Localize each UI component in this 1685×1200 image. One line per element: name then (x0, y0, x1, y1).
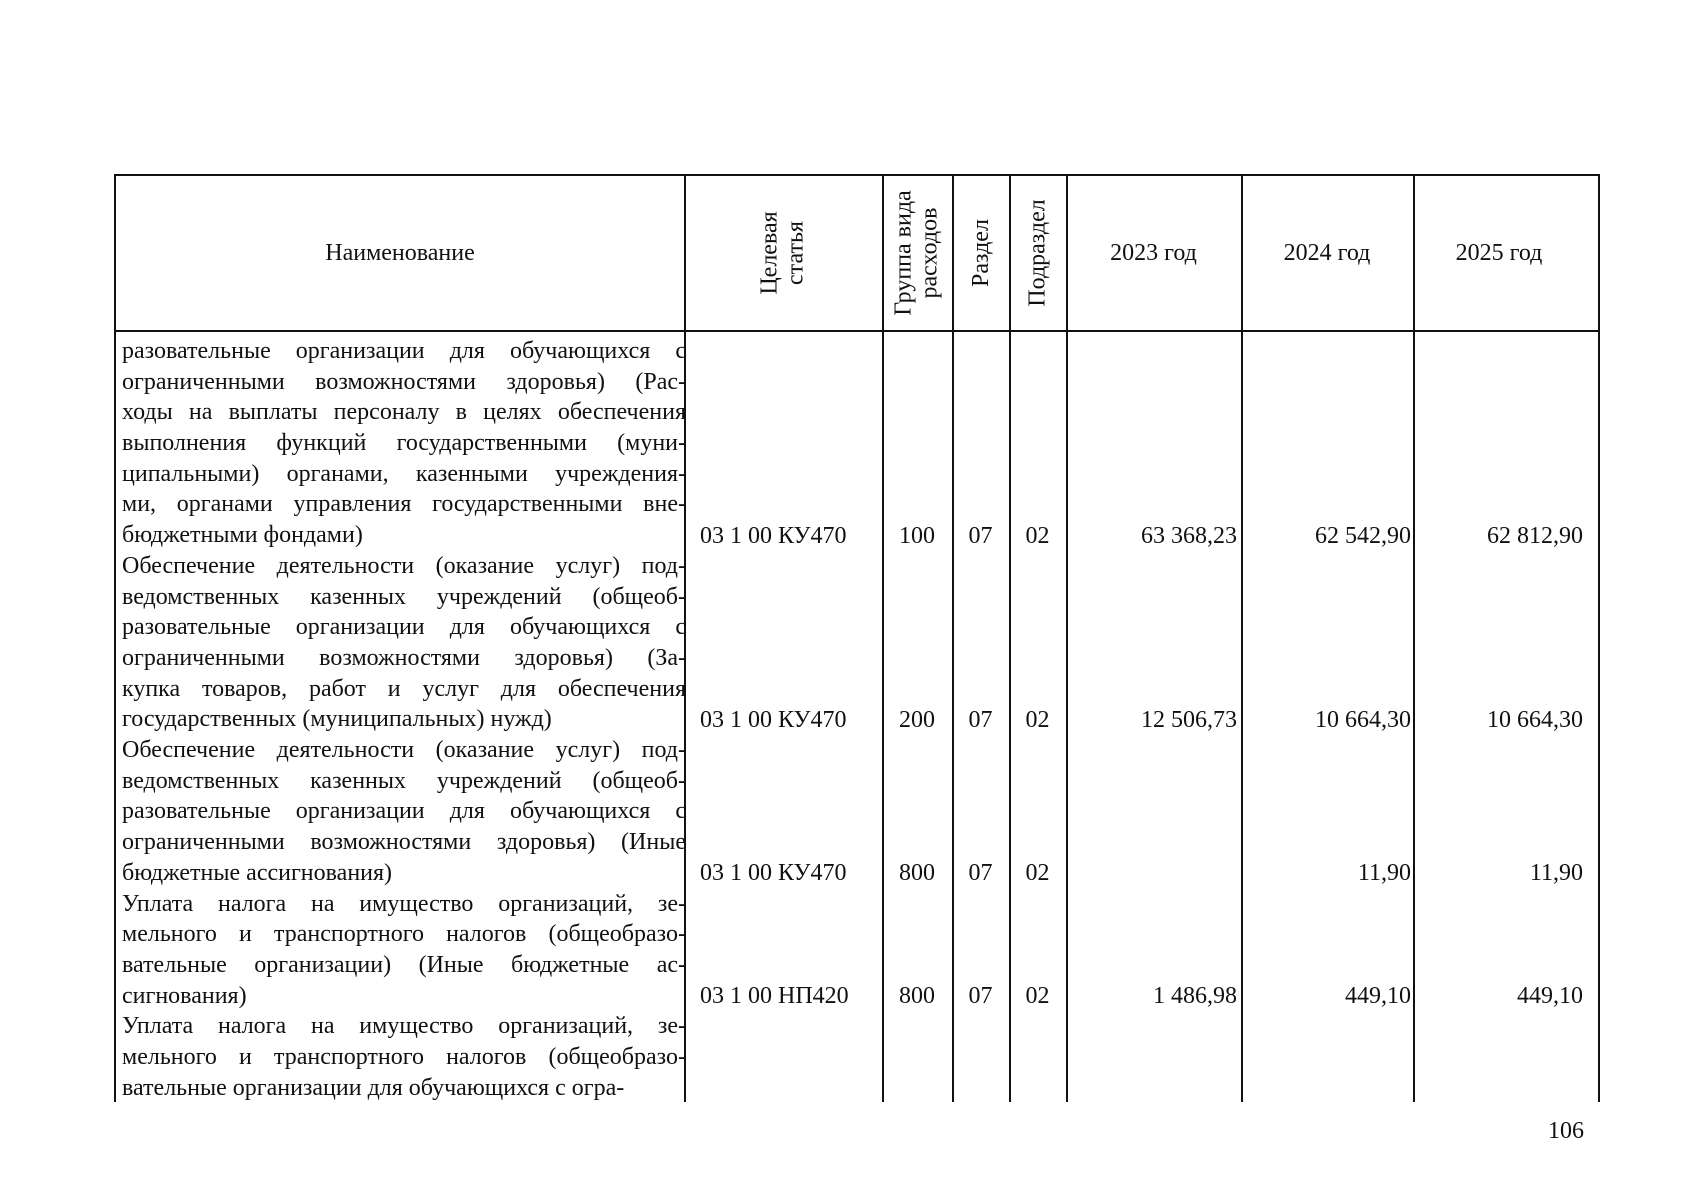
header-target-article-line: Целевая (756, 211, 783, 295)
cell-name (122, 1011, 686, 1103)
name-line: ограниченными возможностями здоровья) (Иные (122, 829, 686, 856)
header-expense-group-line: Группа вида (891, 190, 917, 316)
cell-2024: 10 664,30 (1315, 706, 1411, 733)
page-number: 106 (1548, 1118, 1584, 1144)
name-line: вательные организации) (Иные бюджетные ас- (122, 951, 686, 978)
header-target-article-line: статья (782, 221, 809, 285)
header-name-label: Наименование (325, 239, 475, 266)
cell-section: 07 (968, 706, 993, 733)
cell-section: 07 (968, 983, 993, 1010)
cell-subsection: 02 (1025, 860, 1050, 887)
name-line: ходы на выплаты персоналу в целях обеспечения (122, 399, 686, 426)
name-line: ведомственных казенных учреждений (общеоб- (122, 583, 686, 610)
cell-subsection: 02 (1025, 522, 1050, 549)
header-divider (116, 330, 1598, 332)
name-line: сигнования) (122, 982, 247, 1009)
cell-target-article: 03 1 00 КУ470 (700, 522, 847, 549)
name-line: бюджетные ассигнования) (122, 859, 393, 886)
name-line: Обеспечение деятельности (оказание услуг) под- (122, 552, 686, 579)
header-name (116, 176, 684, 330)
cell-expense-group: 100 (899, 522, 935, 549)
name-line: Обеспечение деятельности (оказание услуг) под- (122, 737, 686, 764)
cell-name (122, 735, 686, 888)
cell-section: 07 (968, 522, 993, 549)
name-line: ведомственных казенных учреждений (общеоб- (122, 767, 686, 794)
cell-name (122, 551, 686, 735)
header-target-article-label (757, 211, 809, 294)
cell-name (122, 336, 686, 551)
cell-expense-group: 200 (899, 706, 935, 733)
header-section-label: Раздел (967, 219, 994, 287)
cell-2025: 11,90 (1529, 860, 1583, 887)
name-line: мельного и транспортного налогов (общеобразо- (122, 1044, 686, 1071)
name-line: ципальными) органами, казенными учреждения- (122, 460, 686, 487)
name-line: государственных (муниципальных) нужд) (122, 706, 552, 733)
cell-2023: 1 486,98 (1153, 983, 1237, 1010)
header-subsection-label: Подраздел (1024, 199, 1051, 307)
name-line: разовательные организации для обучающихся с (122, 798, 686, 825)
cell-2025: 449,10 (1517, 983, 1583, 1010)
header-subsection (1009, 176, 1066, 330)
name-line: ограниченными возможностями здоровья) (За- (122, 644, 686, 671)
name-line: купка товаров, работ и услуг для обеспечения (122, 675, 686, 702)
name-line: выполнения функций государственными (муни- (122, 430, 686, 457)
cell-target-article: 03 1 00 НП420 (700, 983, 849, 1010)
header-target-article (684, 176, 882, 330)
name-line: мельного и транспортного налогов (общеобразо- (122, 921, 686, 948)
cell-2023: 63 368,23 (1141, 522, 1237, 549)
header-section (952, 176, 1009, 330)
cell-2025: 62 812,90 (1487, 522, 1583, 549)
name-line: разовательные организации для обучающихся с (122, 338, 686, 364)
budget-table (114, 174, 1600, 1102)
header-2024-label: 2024 год (1283, 239, 1371, 266)
cell-expense-group: 800 (899, 860, 935, 887)
name-line: Уплата налога на имущество организаций, зе- (122, 890, 686, 917)
cell-2025: 10 664,30 (1487, 706, 1583, 733)
name-line: разовательные организации для обучающихся с (122, 614, 686, 641)
name-line: вательные организации для обучающихся с огра- (122, 1074, 625, 1101)
cell-target-article: 03 1 00 КУ470 (700, 706, 847, 733)
cell-2024: 11,90 (1357, 860, 1411, 887)
cell-target-article: 03 1 00 КУ470 (700, 860, 847, 887)
header-expense-group (882, 176, 952, 330)
name-line: бюджетными фондами) (122, 522, 363, 549)
cell-expense-group: 800 (899, 983, 935, 1010)
cell-name (122, 889, 686, 1012)
cell-subsection: 02 (1025, 983, 1050, 1010)
cell-2023: 12 506,73 (1141, 706, 1237, 733)
name-line: Уплата налога на имущество организаций, зе- (122, 1013, 686, 1040)
header-2025 (1413, 176, 1585, 330)
cell-2024: 62 542,90 (1315, 522, 1411, 549)
header-2025-label: 2025 год (1455, 239, 1543, 266)
cell-2024: 449,10 (1345, 983, 1411, 1010)
header-expense-group-label (891, 190, 943, 315)
header-2023 (1066, 176, 1241, 330)
cell-section: 07 (968, 860, 993, 887)
cell-subsection: 02 (1025, 706, 1050, 733)
header-2024 (1241, 176, 1413, 330)
name-line: ограниченными возможностями здоровья) (Рас- (122, 368, 686, 395)
header-2023-label: 2023 год (1110, 239, 1197, 266)
name-line: ми, органами управления государственными вне- (122, 491, 686, 518)
header-expense-group-line: расходов (917, 207, 943, 299)
